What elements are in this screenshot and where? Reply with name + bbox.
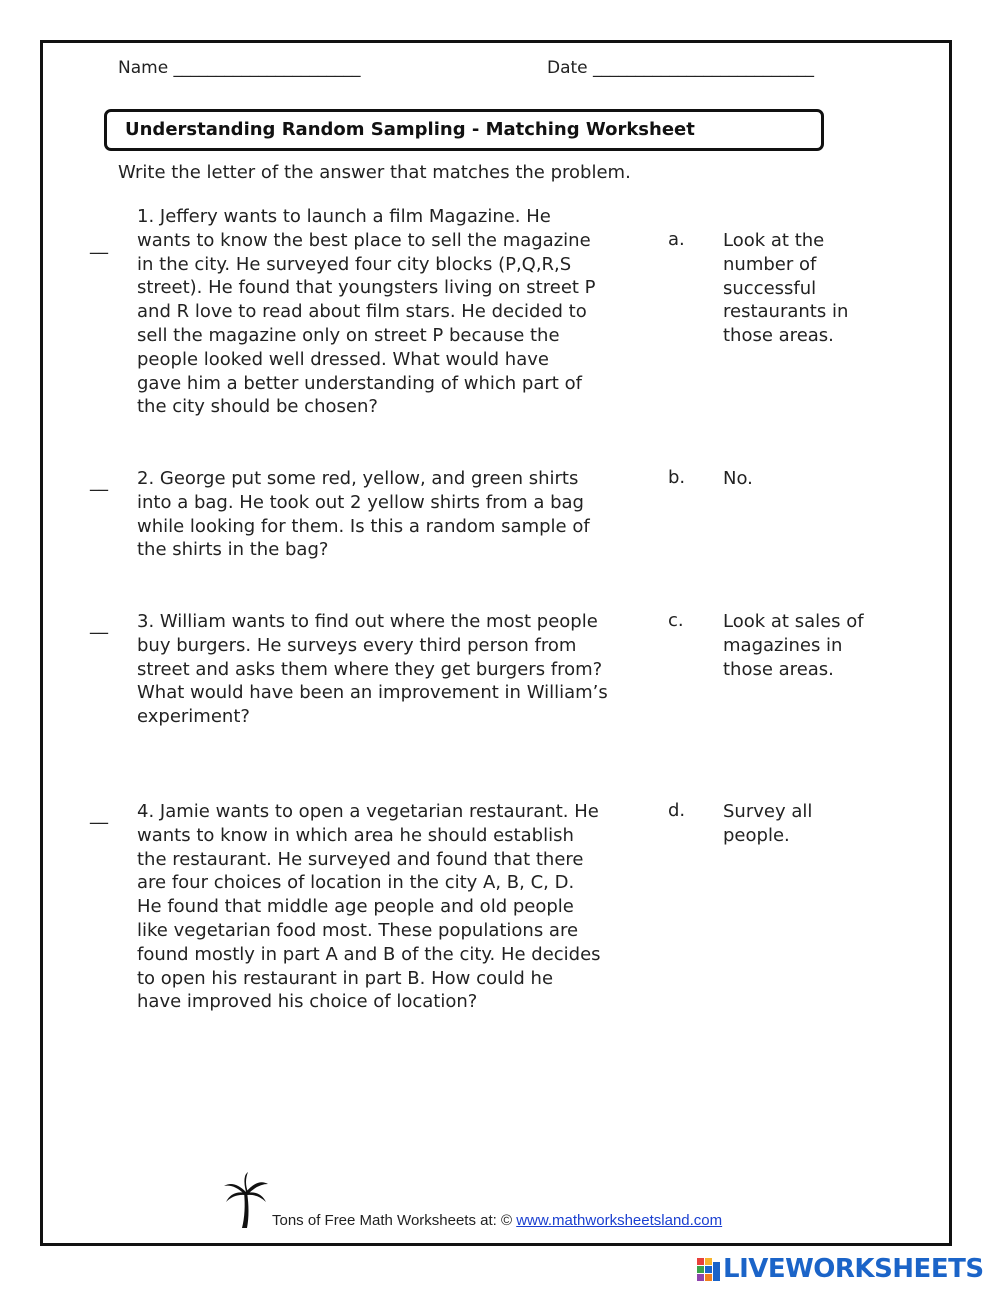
option-text-d: Survey all people. bbox=[723, 801, 813, 846]
footer-text: Tons of Free Math Worksheets at: © bbox=[272, 1212, 517, 1229]
option-letter-d: d. bbox=[668, 800, 686, 821]
liveworksheets-logo-icon bbox=[697, 1258, 721, 1284]
footer bbox=[272, 1212, 722, 1229]
worksheet-title: Understanding Random Sampling - Matching Worksheet bbox=[104, 109, 824, 151]
question-2: 2. George put some red, yellow, and green shirts into a bag. He took out 2 yellow shirts from a bag while looking for them. Is this a random sample of the shirts in the bag? bbox=[137, 468, 590, 561]
palm-tree-icon bbox=[222, 1172, 270, 1230]
option-text-b: No. bbox=[723, 468, 753, 489]
option-letter-a: a. bbox=[668, 229, 685, 250]
question-1: 1. Jeffery wants to launch a film Magazine. He wants to know the best place to sell the magazine in the city. He surveyed four city blocks (P,Q,R,S street). He found that youngsters living on street P and R love to read about film stars. He decided to sell the magazine only on street P because the people looked well dressed. What would have gave him a better understanding of which part of the city should be chosen? bbox=[137, 206, 596, 418]
question-4: 4. Jamie wants to open a vegetarian restaurant. He wants to know in which area he should establish the restaurant. He surveyed and found that there are four choices of location in the city A, B, C, D. He found that middle age people and old people like vegetarian food most. These populations are found mostly in part A and B of the city. He decides to open his restaurant in part B. How could he have improved his choice of location? bbox=[137, 801, 601, 1013]
date-field-label: Date __________________________ bbox=[547, 58, 815, 78]
option-text-a: Look at the number of successful restaurants in those areas. bbox=[723, 230, 849, 347]
instructions: Write the letter of the answer that matches the problem. bbox=[118, 162, 631, 183]
option-letter-b: b. bbox=[668, 467, 686, 488]
question-3: 3. William wants to find out where the most people buy burgers. He surveys every third person from street and asks them where they get burgers from? What would have been an improvement in William’s experiment? bbox=[137, 611, 608, 728]
option-text-c: Look at sales of magazines in those areas. bbox=[723, 611, 864, 680]
answer-blank-2[interactable]: __ bbox=[90, 471, 108, 492]
footer-link[interactable]: www.mathworksheetsland.com bbox=[516, 1212, 723, 1229]
answer-blank-4[interactable]: __ bbox=[90, 804, 108, 825]
name-field-label: Name ______________________ bbox=[118, 58, 361, 78]
liveworksheets-logo-text: LIVEWORKSHEETS bbox=[723, 1254, 984, 1284]
answer-blank-1[interactable]: __ bbox=[90, 234, 108, 255]
answer-blank-3[interactable]: __ bbox=[90, 614, 108, 635]
option-letter-c: c. bbox=[668, 610, 684, 631]
